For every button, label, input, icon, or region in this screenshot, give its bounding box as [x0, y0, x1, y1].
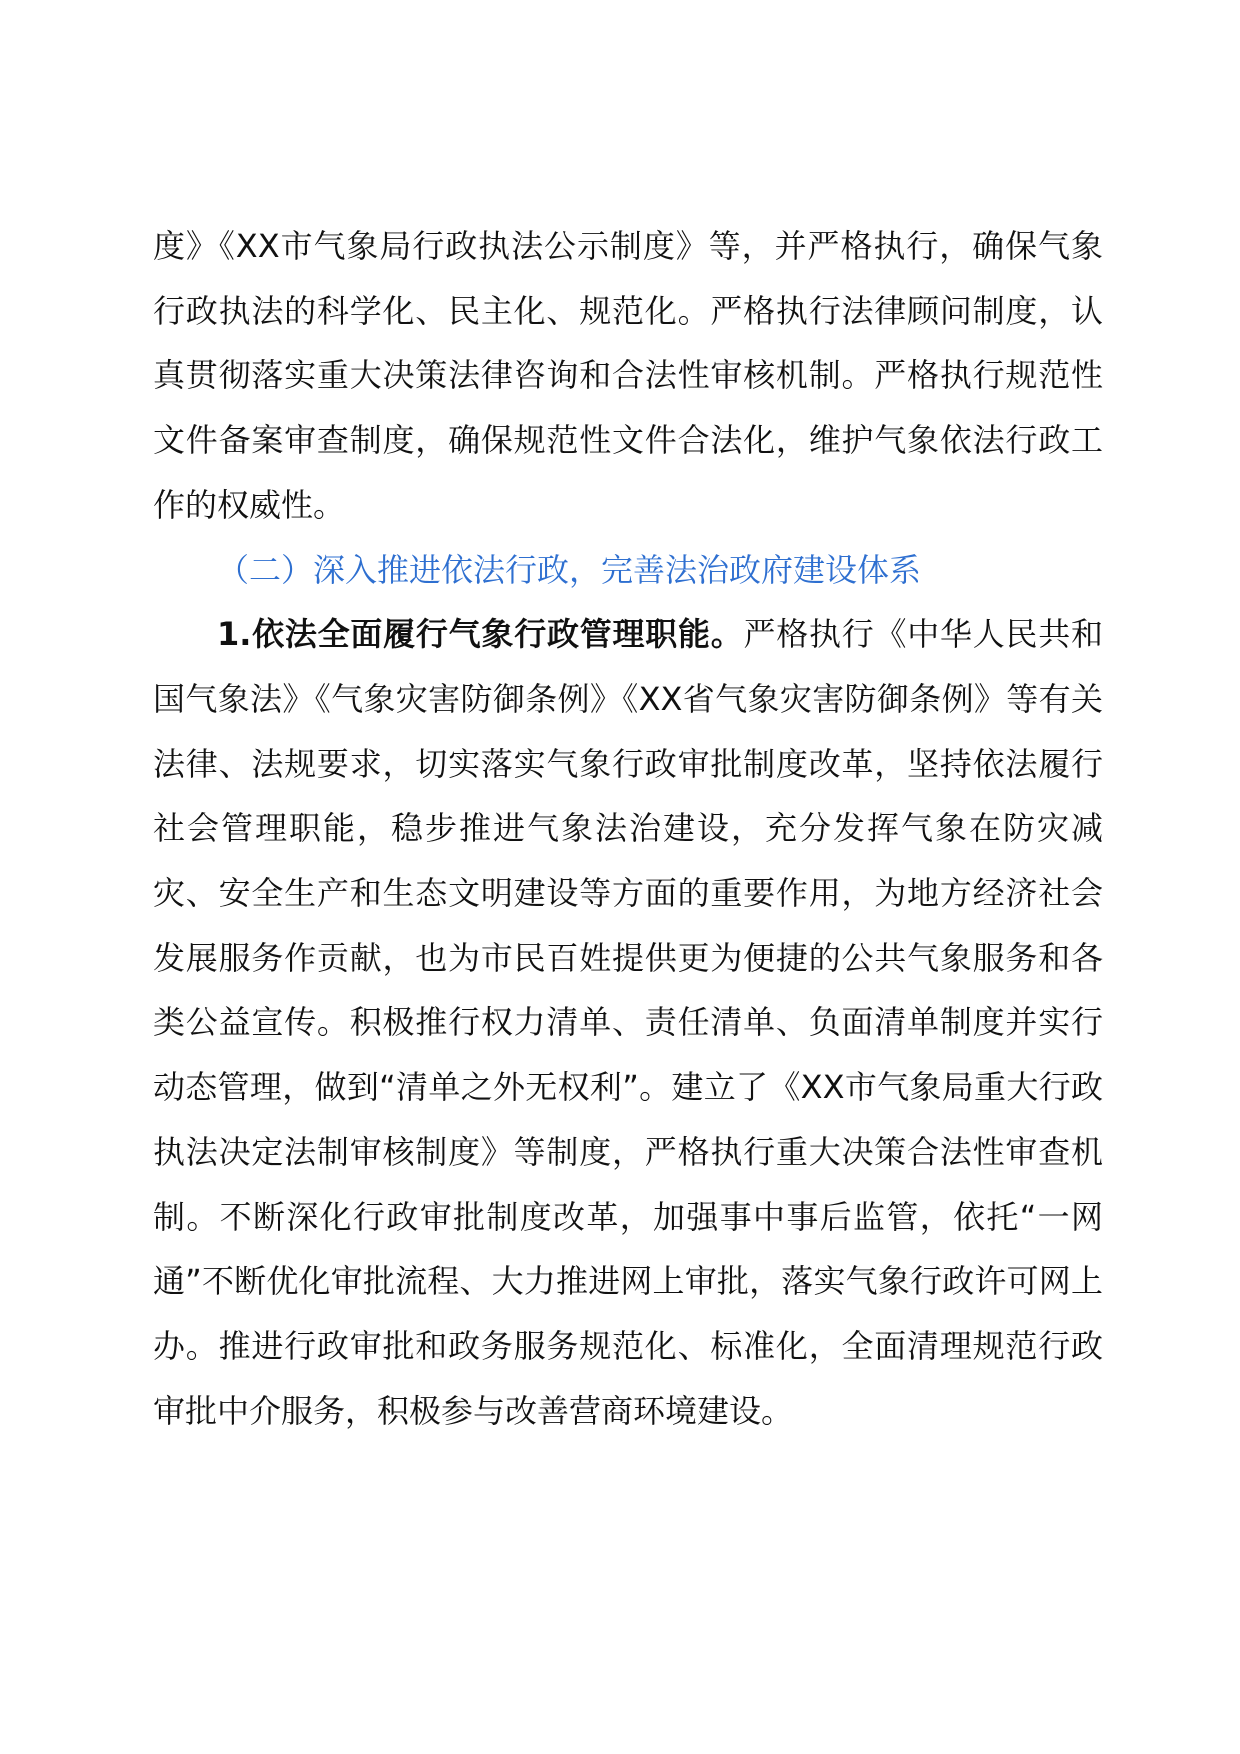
paragraph-lead: 1.依法全面履行气象行政管理职能。 [217, 615, 744, 654]
paragraph-duties [153, 602, 1103, 1443]
section-heading: （二）深入推进依法行政，完善法治政府建设体系 [217, 550, 922, 589]
paragraph-continued: 度》《XX市气象局行政执法公示制度》等，并严格执行，确保气象行政执法的科学化、民主化、规范化。严格执行法律顾问制度，认真贯彻落实重大决策法律咨询和合法性审核机制。严格执行规范性文件备案审查制度，确保规范性文件合法化，维护气象依法行政工作的权威性。 [153, 227, 1103, 524]
document-body [153, 214, 1103, 1443]
paragraph-body: 严格执行《中华人民共和国气象法》《气象灾害防御条例》《XX省气象灾害防御条例》等有关法律、法规要求，切实落实气象行政审批制度改革，坚持依法履行社会管理职能，稳步推进气象法治建设，充分发挥气象在防灾减灾、安全生产和生态文明建设等方面的重要作用，为地方经济社会发展服务作贡献，也为市民百姓提供更为便捷的公共气象服务和各类公益宣传。积极推行权力清单、责任清单、负面清单制度并实行动态管理，做到“清单之外无权利”。建立了《XX市气象局重大行政执法决定法制审核制度》等制度，严格执行重大决策合法性审查机制。不断深化行政审批制度改革，加强事中事后监管，依托“一网通”不断优化审批流程、大力推进网上审批，落实气象行政许可网上办。推进行政审批和政务服务规范化、标准化，全面清理规范行政审批中介服务，积极参与改善营商环境建设。 [153, 615, 1103, 1430]
